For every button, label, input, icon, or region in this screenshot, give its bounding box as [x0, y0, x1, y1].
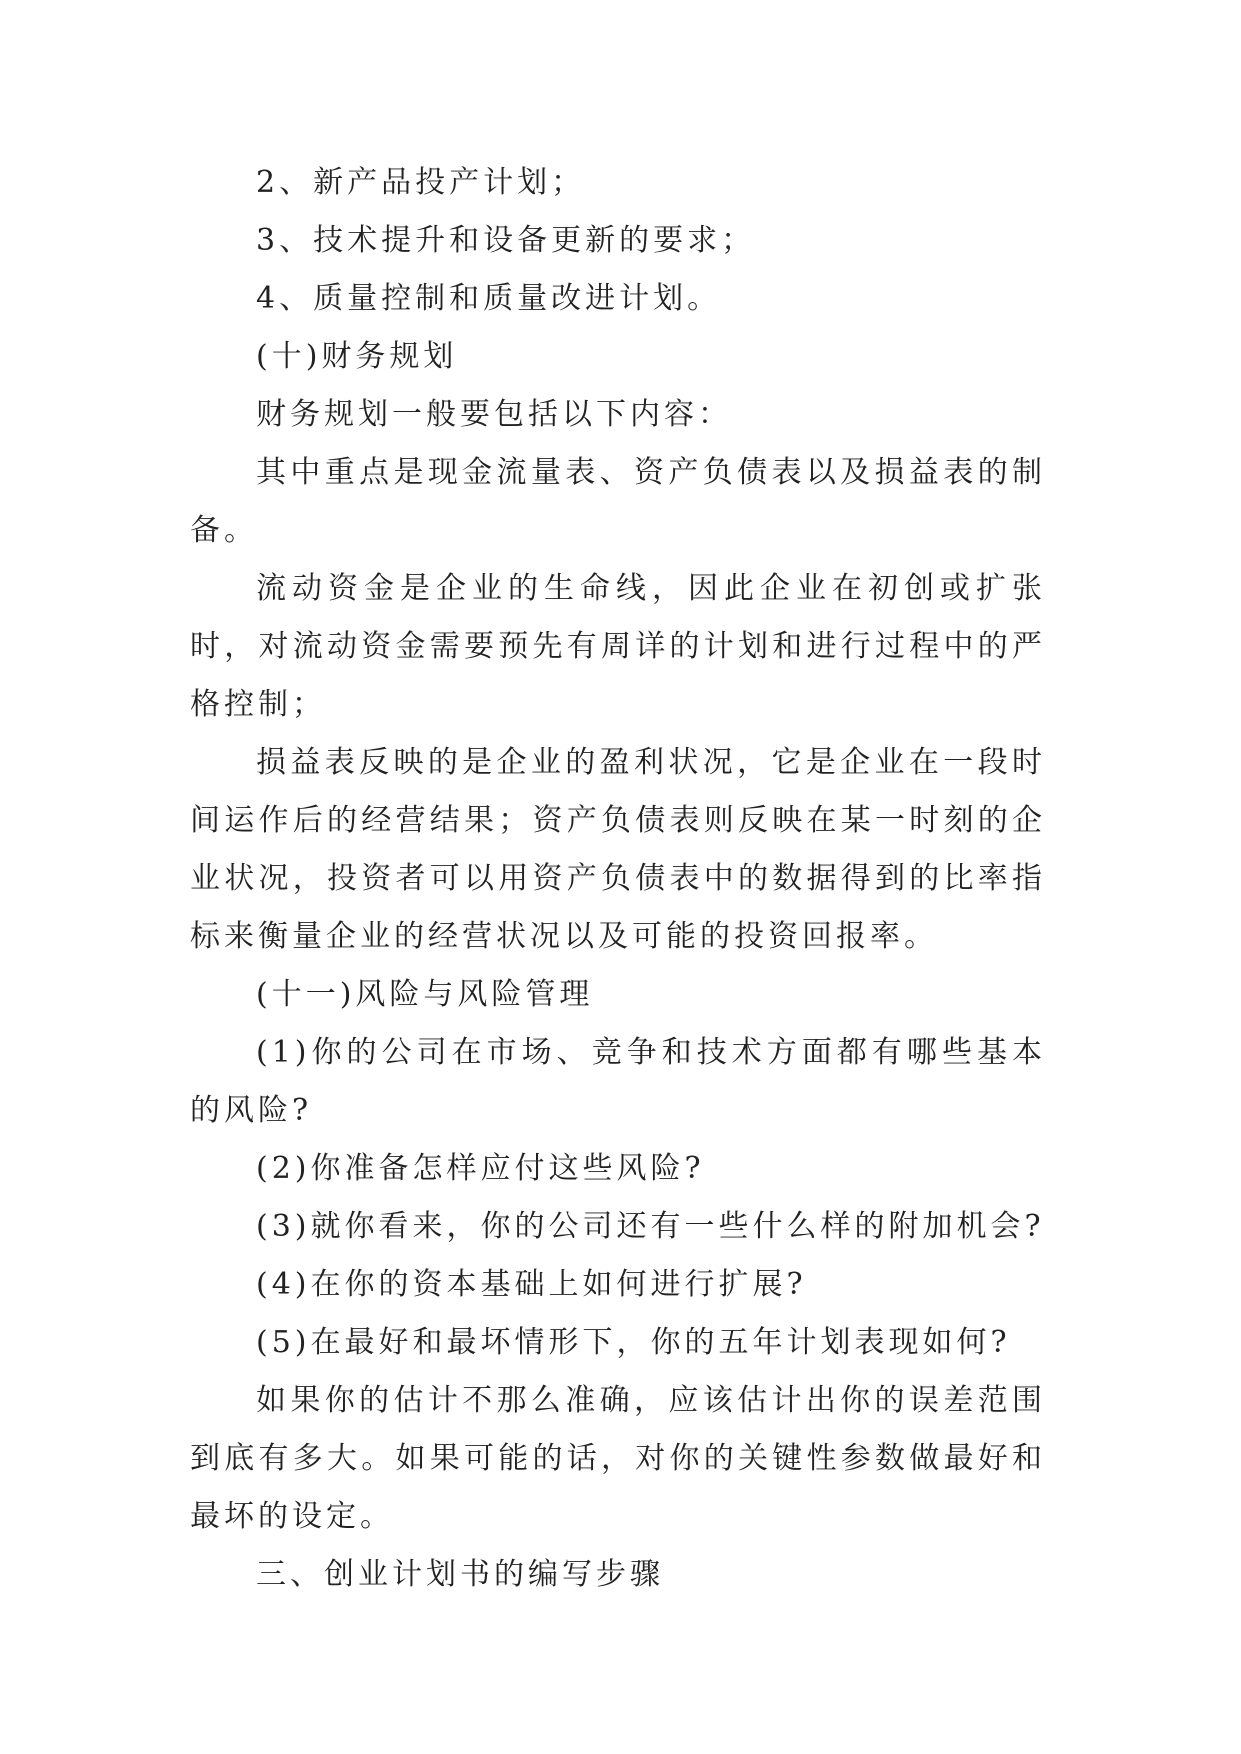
paragraph-estimate-error-range: 如果你的估计不那么准确，应该估计出你的误差范围到底有多大。如果可能的话，对你的关键性参数做最好和最坏的设定。 — [190, 1383, 1046, 1534]
list-item-new-product-plan: 2、新产品投产计划； — [256, 165, 586, 200]
paragraph-financial-focus: 其中重点是现金流量表、资产负债表以及损益表的制备。 — [190, 455, 1046, 548]
paragraph-working-capital: 流动资金是企业的生命线，因此企业在初创或扩张时，对流动资金需要预先有周详的计划和进行过程中的严格控制； — [190, 571, 1046, 722]
document-body — [190, 154, 1046, 1604]
question-item-five-year-plan: (5)在最好和最坏情形下，你的五年计划表现如何? — [256, 1325, 1011, 1360]
question-item-additional-opportunities: (3)就你看来，你的公司还有一些什么样的附加机会? — [256, 1209, 1045, 1244]
paragraph-income-statement: 损益表反映的是企业的盈利状况，它是企业在一段时间运作后的经营结果；资产负债表则反映在某一时刻的企业状况，投资者可以用资产负债表中的数据得到的比率指标来衡量企业的经营状况以及可能的投资回报率。 — [190, 745, 1046, 954]
question-item-basic-risks: (1)你的公司在市场、竞争和技术方面都有哪些基本的风险? — [190, 1035, 1046, 1128]
section-heading-financial-planning: (十)财务规划 — [256, 339, 458, 374]
question-item-handle-risks: (2)你准备怎样应付这些风险? — [256, 1151, 705, 1186]
paragraph-financial-contents: 财务规划一般要包括以下内容： — [256, 397, 732, 432]
section-heading-risk-management: (十一)风险与风险管理 — [256, 977, 594, 1012]
list-item-tech-upgrade: 3、技术提升和设备更新的要求； — [256, 223, 756, 258]
list-item-quality-control: 4、质量控制和质量改进计划。 — [256, 281, 722, 316]
section-heading-writing-steps: 三、创业计划书的编写步骤 — [256, 1557, 664, 1592]
question-item-expansion: (4)在你的资本基础上如何进行扩展? — [256, 1267, 807, 1302]
